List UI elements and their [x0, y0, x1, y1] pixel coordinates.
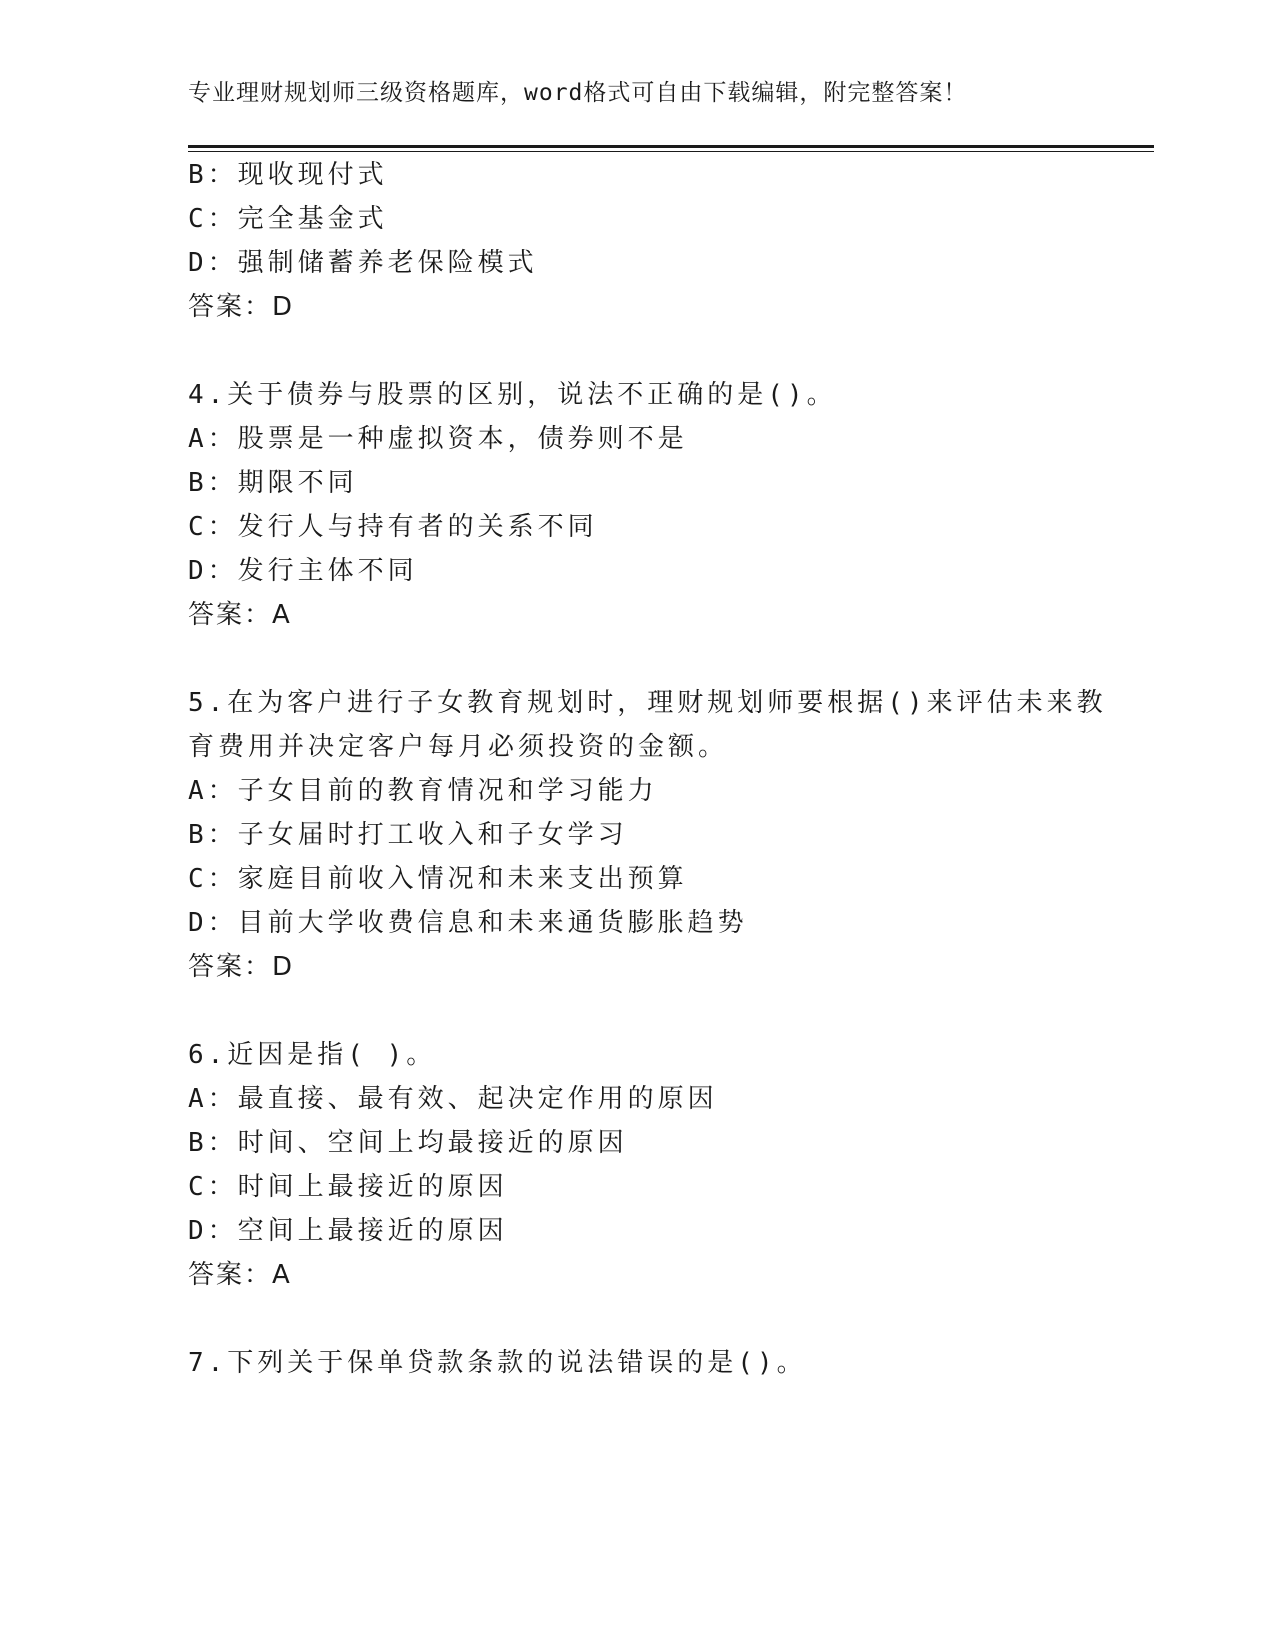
q4-option-a: A：股票是一种虚拟资本，债券则不是	[188, 424, 688, 454]
q4-option-d: D：发行主体不同	[188, 556, 418, 586]
q5-option-a: A：子女目前的教育情况和学习能力	[188, 776, 658, 806]
q3-answer: 答案：D	[188, 292, 295, 322]
q4-question: 4.关于债券与股票的区别，说法不正确的是()。	[188, 380, 837, 410]
q5-option-c: C：家庭目前收入情况和未来支出预算	[188, 864, 688, 894]
q3-option-d: D：强制储蓄养老保险模式	[188, 248, 538, 278]
q6-option-d: D：空间上最接近的原因	[188, 1216, 508, 1246]
q6-option-b: B：时间、空间上均最接近的原因	[188, 1128, 628, 1158]
q5-option-b: B：子女届时打工收入和子女学习	[188, 820, 628, 850]
q5-question-line1: 5.在为客户进行子女教育规划时，理财规划师要根据()来评估未来教	[188, 688, 1107, 718]
q5-option-d: D：目前大学收费信息和未来通货膨胀趋势	[188, 908, 748, 938]
q6-question: 6.近因是指( )。	[188, 1040, 437, 1070]
q4-option-c: C：发行人与持有者的关系不同	[188, 512, 598, 542]
q6-option-c: C：时间上最接近的原因	[188, 1172, 508, 1202]
header-divider-thick	[188, 145, 1154, 148]
page-header-title: 专业理财规划师三级资格题库，word格式可自由下载编辑，附完整答案！	[188, 80, 968, 106]
q5-question-line2: 育费用并决定客户每月必须投资的金额。	[188, 732, 729, 762]
q6-answer: 答案：A	[188, 1260, 292, 1290]
q7-question: 7.下列关于保单贷款条款的说法错误的是()。	[188, 1348, 807, 1378]
q6-option-a: A：最直接、最有效、起决定作用的原因	[188, 1084, 718, 1114]
q3-option-c: C：完全基金式	[188, 204, 388, 234]
q4-answer: 答案：A	[188, 600, 292, 630]
header-divider-thin	[188, 151, 1154, 152]
q4-option-b: B：期限不同	[188, 468, 358, 498]
q5-answer: 答案：D	[188, 952, 295, 982]
q3-option-b: B：现收现付式	[188, 160, 388, 190]
